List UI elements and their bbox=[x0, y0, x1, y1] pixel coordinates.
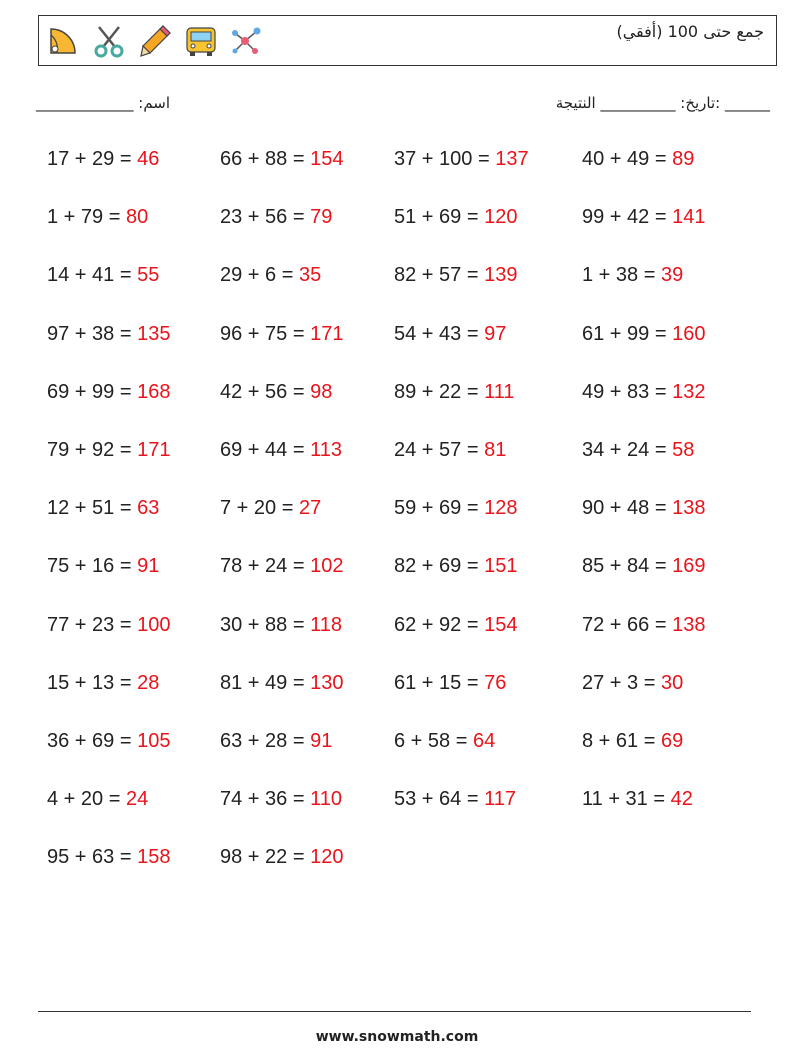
problem-answer: 120 bbox=[310, 846, 344, 869]
problem-answer: 120 bbox=[484, 206, 518, 229]
problem-answer: 139 bbox=[484, 264, 518, 287]
problem-question: 79 + 92 = bbox=[47, 439, 138, 461]
problem-answer: 63 bbox=[137, 497, 160, 520]
problem-question: 69 + 99 = bbox=[47, 380, 138, 403]
problem-answer: 89 bbox=[672, 148, 695, 170]
problem-answer: 113 bbox=[310, 439, 342, 461]
problem-item bbox=[220, 730, 332, 753]
problem-answer: 118 bbox=[310, 613, 342, 636]
problem-item bbox=[47, 846, 170, 869]
problem-item bbox=[394, 381, 514, 404]
problem-question: 59 + 69 = bbox=[394, 497, 485, 520]
icon-strip bbox=[45, 20, 265, 62]
problem-answer: 98 bbox=[310, 380, 333, 403]
problem-answer: 35 bbox=[298, 264, 322, 287]
problem-question: 82 + 57 = bbox=[394, 264, 485, 287]
problem-item bbox=[394, 323, 506, 346]
problem-answer: 55 bbox=[137, 264, 160, 287]
problem-question: 99 + 42 = bbox=[582, 206, 673, 229]
problem-answer: 100 bbox=[137, 613, 171, 636]
problem-item bbox=[220, 206, 332, 229]
problem-question: 34 + 24 = bbox=[582, 439, 673, 461]
problem-answer: 160 bbox=[672, 322, 706, 345]
problem-answer: 137 bbox=[495, 148, 529, 170]
header-box bbox=[38, 15, 777, 66]
problem-item bbox=[47, 555, 159, 578]
problem-question: 17 + 29 = bbox=[47, 148, 138, 170]
problem-item bbox=[220, 672, 343, 695]
problem-question: 54 + 43 = bbox=[394, 322, 485, 345]
problem-item bbox=[47, 788, 148, 811]
footer-divider bbox=[38, 1011, 751, 1012]
problem-question: 53 + 64 = bbox=[394, 788, 485, 811]
problem-item bbox=[582, 439, 694, 462]
problem-answer: 46 bbox=[137, 148, 160, 170]
problem-answer: 110 bbox=[310, 788, 342, 811]
date-score-line: ______ :تاريخ: __________ النتيجة bbox=[555, 94, 770, 112]
problem-question: 85 + 84 = bbox=[582, 555, 673, 578]
problem-item bbox=[394, 497, 517, 520]
problem-item bbox=[582, 730, 683, 753]
problem-answer: 138 bbox=[672, 613, 706, 636]
problem-question: 6 + 58 = bbox=[394, 730, 473, 752]
problem-item bbox=[47, 730, 170, 753]
problem-question: 74 + 36 = bbox=[220, 788, 311, 811]
problem-question: 8 + 61 = bbox=[582, 730, 661, 752]
problem-item bbox=[220, 497, 321, 520]
problem-item bbox=[220, 439, 342, 462]
problem-answer: 80 bbox=[125, 206, 149, 229]
problem-question: 96 + 75 = bbox=[220, 322, 311, 345]
problem-item bbox=[582, 206, 705, 229]
problem-question: 37 + 100 = bbox=[394, 148, 496, 170]
problem-answer: 64 bbox=[472, 730, 496, 752]
problem-question: 98 + 22 = bbox=[220, 846, 311, 869]
problem-question: 49 + 83 = bbox=[582, 380, 673, 403]
problem-answer: 111 bbox=[484, 380, 515, 403]
problem-question: 61 + 99 = bbox=[582, 322, 673, 345]
problem-question: 27 + 3 = bbox=[582, 671, 661, 694]
problem-question: 11 + 31 = bbox=[582, 788, 671, 811]
problem-question: 7 + 20 = bbox=[220, 497, 299, 520]
problem-item bbox=[394, 730, 495, 753]
problem-question: 30 + 88 = bbox=[220, 613, 311, 636]
problem-question: 69 + 44 = bbox=[220, 439, 311, 461]
problem-item bbox=[582, 672, 683, 695]
problem-question: 61 + 15 = bbox=[394, 671, 485, 694]
problem-item bbox=[582, 614, 705, 637]
problem-item bbox=[47, 206, 148, 229]
problem-item bbox=[394, 672, 506, 695]
problem-question: 14 + 41 = bbox=[47, 264, 138, 287]
problem-item bbox=[47, 614, 170, 637]
problem-question: 51 + 69 = bbox=[394, 206, 485, 229]
problem-answer: 128 bbox=[484, 497, 518, 520]
problem-answer: 141 bbox=[672, 206, 706, 229]
problem-answer: 105 bbox=[137, 730, 171, 752]
problem-answer: 171 bbox=[310, 322, 344, 345]
problem-question: 62 + 92 = bbox=[394, 613, 485, 636]
problem-item bbox=[582, 497, 705, 520]
problem-answer: 39 bbox=[660, 264, 684, 287]
scissors-icon bbox=[91, 23, 127, 59]
problem-item bbox=[220, 788, 342, 811]
protractor-icon bbox=[45, 23, 81, 59]
problem-question: 75 + 16 = bbox=[47, 555, 138, 578]
school-bus-icon bbox=[183, 23, 219, 59]
problem-item bbox=[394, 439, 506, 462]
problem-question: 40 + 49 = bbox=[582, 148, 673, 170]
problem-answer: 102 bbox=[310, 555, 344, 578]
problem-question: 72 + 66 = bbox=[582, 613, 673, 636]
problem-answer: 171 bbox=[137, 439, 171, 461]
problem-answer: 91 bbox=[137, 555, 160, 578]
problem-item bbox=[582, 381, 705, 404]
problem-question: 77 + 23 = bbox=[47, 613, 138, 636]
problem-answer: 30 bbox=[660, 671, 684, 694]
problem-answer: 132 bbox=[672, 380, 706, 403]
problem-answer: 130 bbox=[310, 671, 344, 694]
problem-question: 29 + 6 = bbox=[220, 264, 299, 287]
problem-item bbox=[394, 555, 517, 578]
problem-question: 82 + 69 = bbox=[394, 555, 485, 578]
problem-question: 15 + 13 = bbox=[47, 671, 138, 694]
problem-question: 63 + 28 = bbox=[220, 730, 311, 752]
problem-item bbox=[220, 381, 332, 404]
problem-question: 36 + 69 = bbox=[47, 730, 138, 752]
problem-item bbox=[394, 264, 517, 287]
problem-item bbox=[394, 614, 517, 637]
problem-answer: 151 bbox=[484, 555, 518, 578]
problem-item bbox=[582, 264, 683, 287]
problem-answer: 97 bbox=[484, 322, 507, 345]
problem-answer: 27 bbox=[298, 497, 322, 520]
pencil-icon bbox=[137, 23, 173, 59]
problem-item bbox=[582, 788, 693, 811]
problem-item bbox=[582, 555, 705, 578]
problem-answer: 81 bbox=[484, 439, 507, 461]
problem-item bbox=[220, 264, 321, 287]
footer-url: www.snowmath.com bbox=[315, 1029, 479, 1045]
problem-question: 12 + 51 = bbox=[47, 497, 138, 520]
problem-item bbox=[394, 206, 517, 229]
problem-answer: 169 bbox=[672, 555, 706, 578]
problem-question: 1 + 79 = bbox=[47, 206, 126, 229]
problem-question: 78 + 24 = bbox=[220, 555, 311, 578]
problem-question: 42 + 56 = bbox=[220, 380, 311, 403]
problem-item bbox=[582, 148, 694, 171]
problem-item bbox=[220, 555, 343, 578]
problem-answer: 58 bbox=[672, 439, 695, 461]
problem-answer: 79 bbox=[310, 206, 333, 229]
problem-question: 90 + 48 = bbox=[582, 497, 673, 520]
problem-item bbox=[47, 672, 159, 695]
problem-question: 1 + 38 = bbox=[582, 264, 661, 287]
problem-item bbox=[47, 264, 159, 287]
problem-item bbox=[220, 323, 343, 346]
problem-item bbox=[47, 323, 170, 346]
problem-item bbox=[47, 497, 159, 520]
problem-answer: 154 bbox=[484, 613, 518, 636]
problem-item bbox=[582, 323, 705, 346]
name-line: اسم: _____________ bbox=[36, 94, 171, 112]
problem-answer: 91 bbox=[310, 730, 333, 752]
problem-answer: 69 bbox=[660, 730, 684, 752]
problem-item bbox=[220, 846, 343, 869]
problem-answer: 24 bbox=[125, 788, 149, 811]
problem-item bbox=[220, 148, 343, 171]
worksheet-title: جمع حتى 100 (أفقي) bbox=[616, 22, 764, 41]
problem-question: 81 + 49 = bbox=[220, 671, 311, 694]
problem-answer: 138 bbox=[672, 497, 706, 520]
problem-item bbox=[394, 148, 529, 171]
problem-answer: 154 bbox=[310, 148, 344, 170]
problem-item bbox=[47, 439, 170, 462]
problem-item bbox=[47, 148, 159, 171]
problem-question: 66 + 88 = bbox=[220, 148, 311, 170]
problem-item bbox=[47, 381, 170, 404]
problem-item bbox=[220, 614, 342, 637]
problem-answer: 135 bbox=[137, 322, 171, 345]
problem-answer: 168 bbox=[137, 380, 171, 403]
problem-answer: 117 bbox=[484, 788, 516, 811]
problem-answer: 76 bbox=[484, 671, 507, 694]
problem-question: 24 + 57 = bbox=[394, 439, 485, 461]
problem-question: 23 + 56 = bbox=[220, 206, 311, 229]
problem-answer: 158 bbox=[137, 846, 171, 869]
problem-answer: 28 bbox=[137, 671, 160, 694]
problem-question: 89 + 22 = bbox=[394, 380, 485, 403]
problem-item bbox=[394, 788, 516, 811]
problem-question: 4 + 20 = bbox=[47, 788, 126, 811]
problem-question: 97 + 38 = bbox=[47, 322, 138, 345]
problem-answer: 42 bbox=[670, 788, 693, 811]
molecule-icon bbox=[229, 23, 265, 59]
problem-question: 95 + 63 = bbox=[47, 846, 138, 869]
